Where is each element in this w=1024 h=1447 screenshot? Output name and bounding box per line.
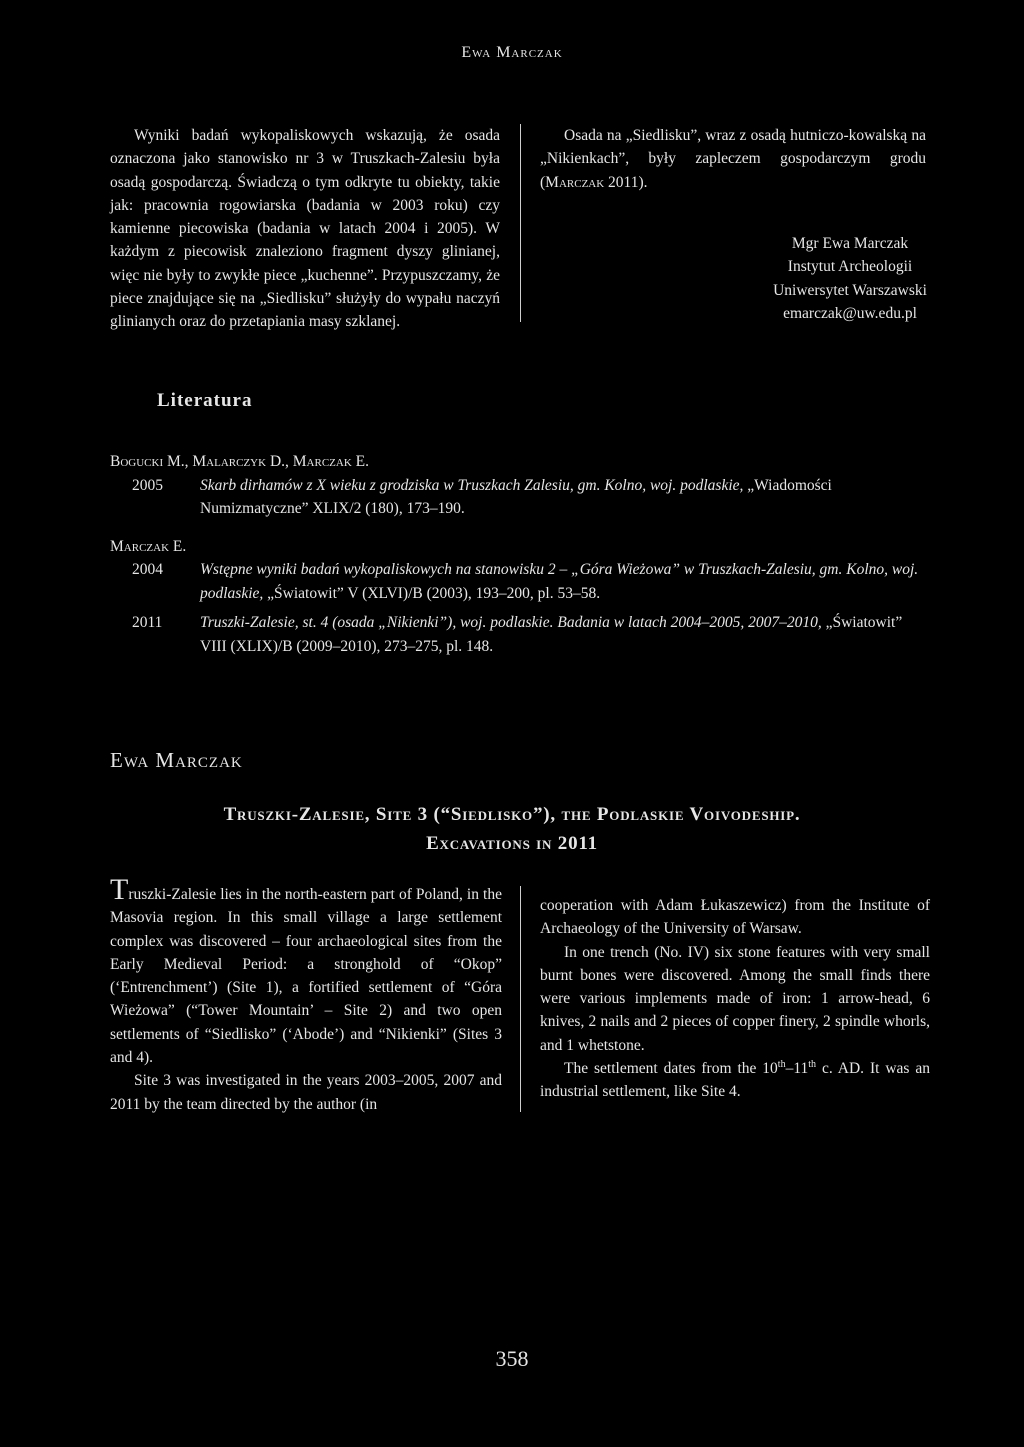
signature-university: Uniwersytet Warszawski bbox=[773, 281, 927, 299]
bib-item bbox=[110, 611, 928, 658]
superscript: th bbox=[777, 1058, 786, 1070]
summary-author: Ewa Marczak bbox=[110, 748, 243, 772]
signature-email[interactable]: emarczak@uw.edu.pl bbox=[783, 304, 917, 322]
summary-title-line1: Truszki-Zalesie, Site 3 (“Siedlisko”), the Podlaskie Voivodeship. bbox=[223, 804, 801, 825]
bib-source: „Wiadomości Numizmatyczne” XLIX/2 (180), 173–190. bbox=[200, 476, 832, 517]
bib-title: Skarb dirhamów z X wieku z grodziska w Truszkach Zalesiu, gm. Kolno, woj. podlaskie, bbox=[200, 476, 744, 494]
en-text: ruszki-Zalesie lies in the north-eastern part of Poland, in the Masovia region. In this small village a large settlement complex was discovered – four archaeological sites from the Early Medieval Period: a stronghold of “Okop” (‘Entrenchment’) (Site 1), a fortified settlement of “Góra Wieżowa” (“Tower Mountain’ – Site 2) and two open settlements of “Siedlisko” (‘Abode’) and “Nikienki” (Sites 3 and 4). bbox=[110, 886, 502, 1067]
signature-institute: Instytut Archeologii bbox=[787, 258, 913, 276]
superscript: th bbox=[808, 1058, 817, 1070]
column-divider bbox=[520, 886, 521, 1112]
bib-item bbox=[110, 474, 928, 521]
en-text: The settlement dates from the 10 bbox=[564, 1060, 778, 1078]
en-paragraph: Site 3 was investigated in the years 2003–2005, 2007 and 2011 by the team directed by the author (in bbox=[110, 1072, 502, 1113]
en-paragraph: In one trench (No. IV) six stone features with very small burnt bones were discovered. Among the small finds there were various implements made of iron: 1 arrow-head, 6 knives, 2 nails and 2 pieces of copper finery, 2 spindle whorls, and 1 whetstone. bbox=[540, 943, 930, 1054]
en-text: –11 bbox=[785, 1060, 809, 1078]
bibliography bbox=[110, 450, 928, 658]
page-number: 358 bbox=[495, 1346, 529, 1371]
bib-text bbox=[200, 611, 928, 658]
en-right-column bbox=[540, 894, 930, 1104]
en-paragraph: cooperation with Adam Łukaszewicz) from the Institute of Archaeology of the University of Warsaw. bbox=[540, 897, 930, 938]
author-signature bbox=[740, 232, 960, 325]
running-header: Ewa Marczak bbox=[461, 44, 563, 61]
en-paragraph bbox=[540, 1057, 930, 1104]
bib-title: Wstępne wyniki badań wykopaliskowych na stanowisku 2 – „Góra Wieżowa” w Truszkach-Zalesiu, gm. Kolno, woj. podlaskie, bbox=[200, 561, 919, 602]
bib-source: „Światowit” V (XLVI)/B (2003), 193–200, pl. 53–58. bbox=[263, 584, 601, 602]
en-text: c. AD. It was an industrial settlement, like Site 4. bbox=[540, 1060, 930, 1101]
bib-item bbox=[110, 558, 928, 605]
bib-year: 2005 bbox=[132, 476, 163, 494]
pl-right-paragraph bbox=[540, 124, 926, 194]
en-left-column bbox=[110, 873, 502, 1116]
citation: Marczak 2011 bbox=[545, 173, 639, 191]
pl-right-text-end: ). bbox=[638, 173, 648, 191]
bib-text bbox=[200, 558, 928, 605]
pl-left-paragraph: Wyniki badań wykopaliskowych wskazują, że osada oznaczona jako stanowisko nr 3 w Truszkach-Zalesiu była osadą gospodarczą. Świadczą o tym odkryte tu obiekty, takie jak: pracownia rogowiarska (badania w 2003 roku) czy kamienne piecowiska (badania w latach 2004 i 2005). W każdym z piecowisk znaleziono fragment dyszy glinianej, więc nie były to zwykłe piece „kuchenne”. Przypuszczamy, że piece znajdujące się na „Siedlisku” służyły do wypału naczyń glinianych oraz do przetapiania masy szklanej. bbox=[110, 127, 500, 331]
literature-heading: Literatura bbox=[157, 390, 253, 411]
bib-year: 2004 bbox=[132, 561, 163, 578]
bib-year: 2011 bbox=[132, 614, 163, 631]
pl-right-column bbox=[540, 124, 926, 194]
bib-authors: Marczak E. bbox=[110, 537, 187, 555]
summary-title-line2: Excavations in 2011 bbox=[426, 833, 598, 854]
bib-source: „Światowit” VIII (XLIX)/B (2009–2010), 273–275, pl. 148. bbox=[200, 614, 903, 655]
signature-name: Mgr Ewa Marczak bbox=[791, 235, 909, 252]
bib-text bbox=[200, 474, 928, 521]
column-divider bbox=[520, 124, 521, 322]
pl-right-text: Osada na „Siedlisku”, wraz z osadą hutniczo-kowalską na „Nikienkach”, były zapleczem gospodarczym grodu ( bbox=[540, 127, 926, 191]
drop-cap: T bbox=[110, 873, 129, 906]
bib-authors: Bogucki M., Malarczyk D., Marczak E. bbox=[110, 453, 369, 470]
pl-left-column bbox=[110, 124, 500, 334]
bib-title: Truszki-Zalesie, st. 4 (osada „Nikienki”), woj. podlaskie. Badania w latach 2004–2005, 2007–2010, bbox=[200, 614, 822, 631]
summary-title bbox=[0, 800, 1024, 858]
en-paragraph bbox=[110, 873, 502, 1069]
